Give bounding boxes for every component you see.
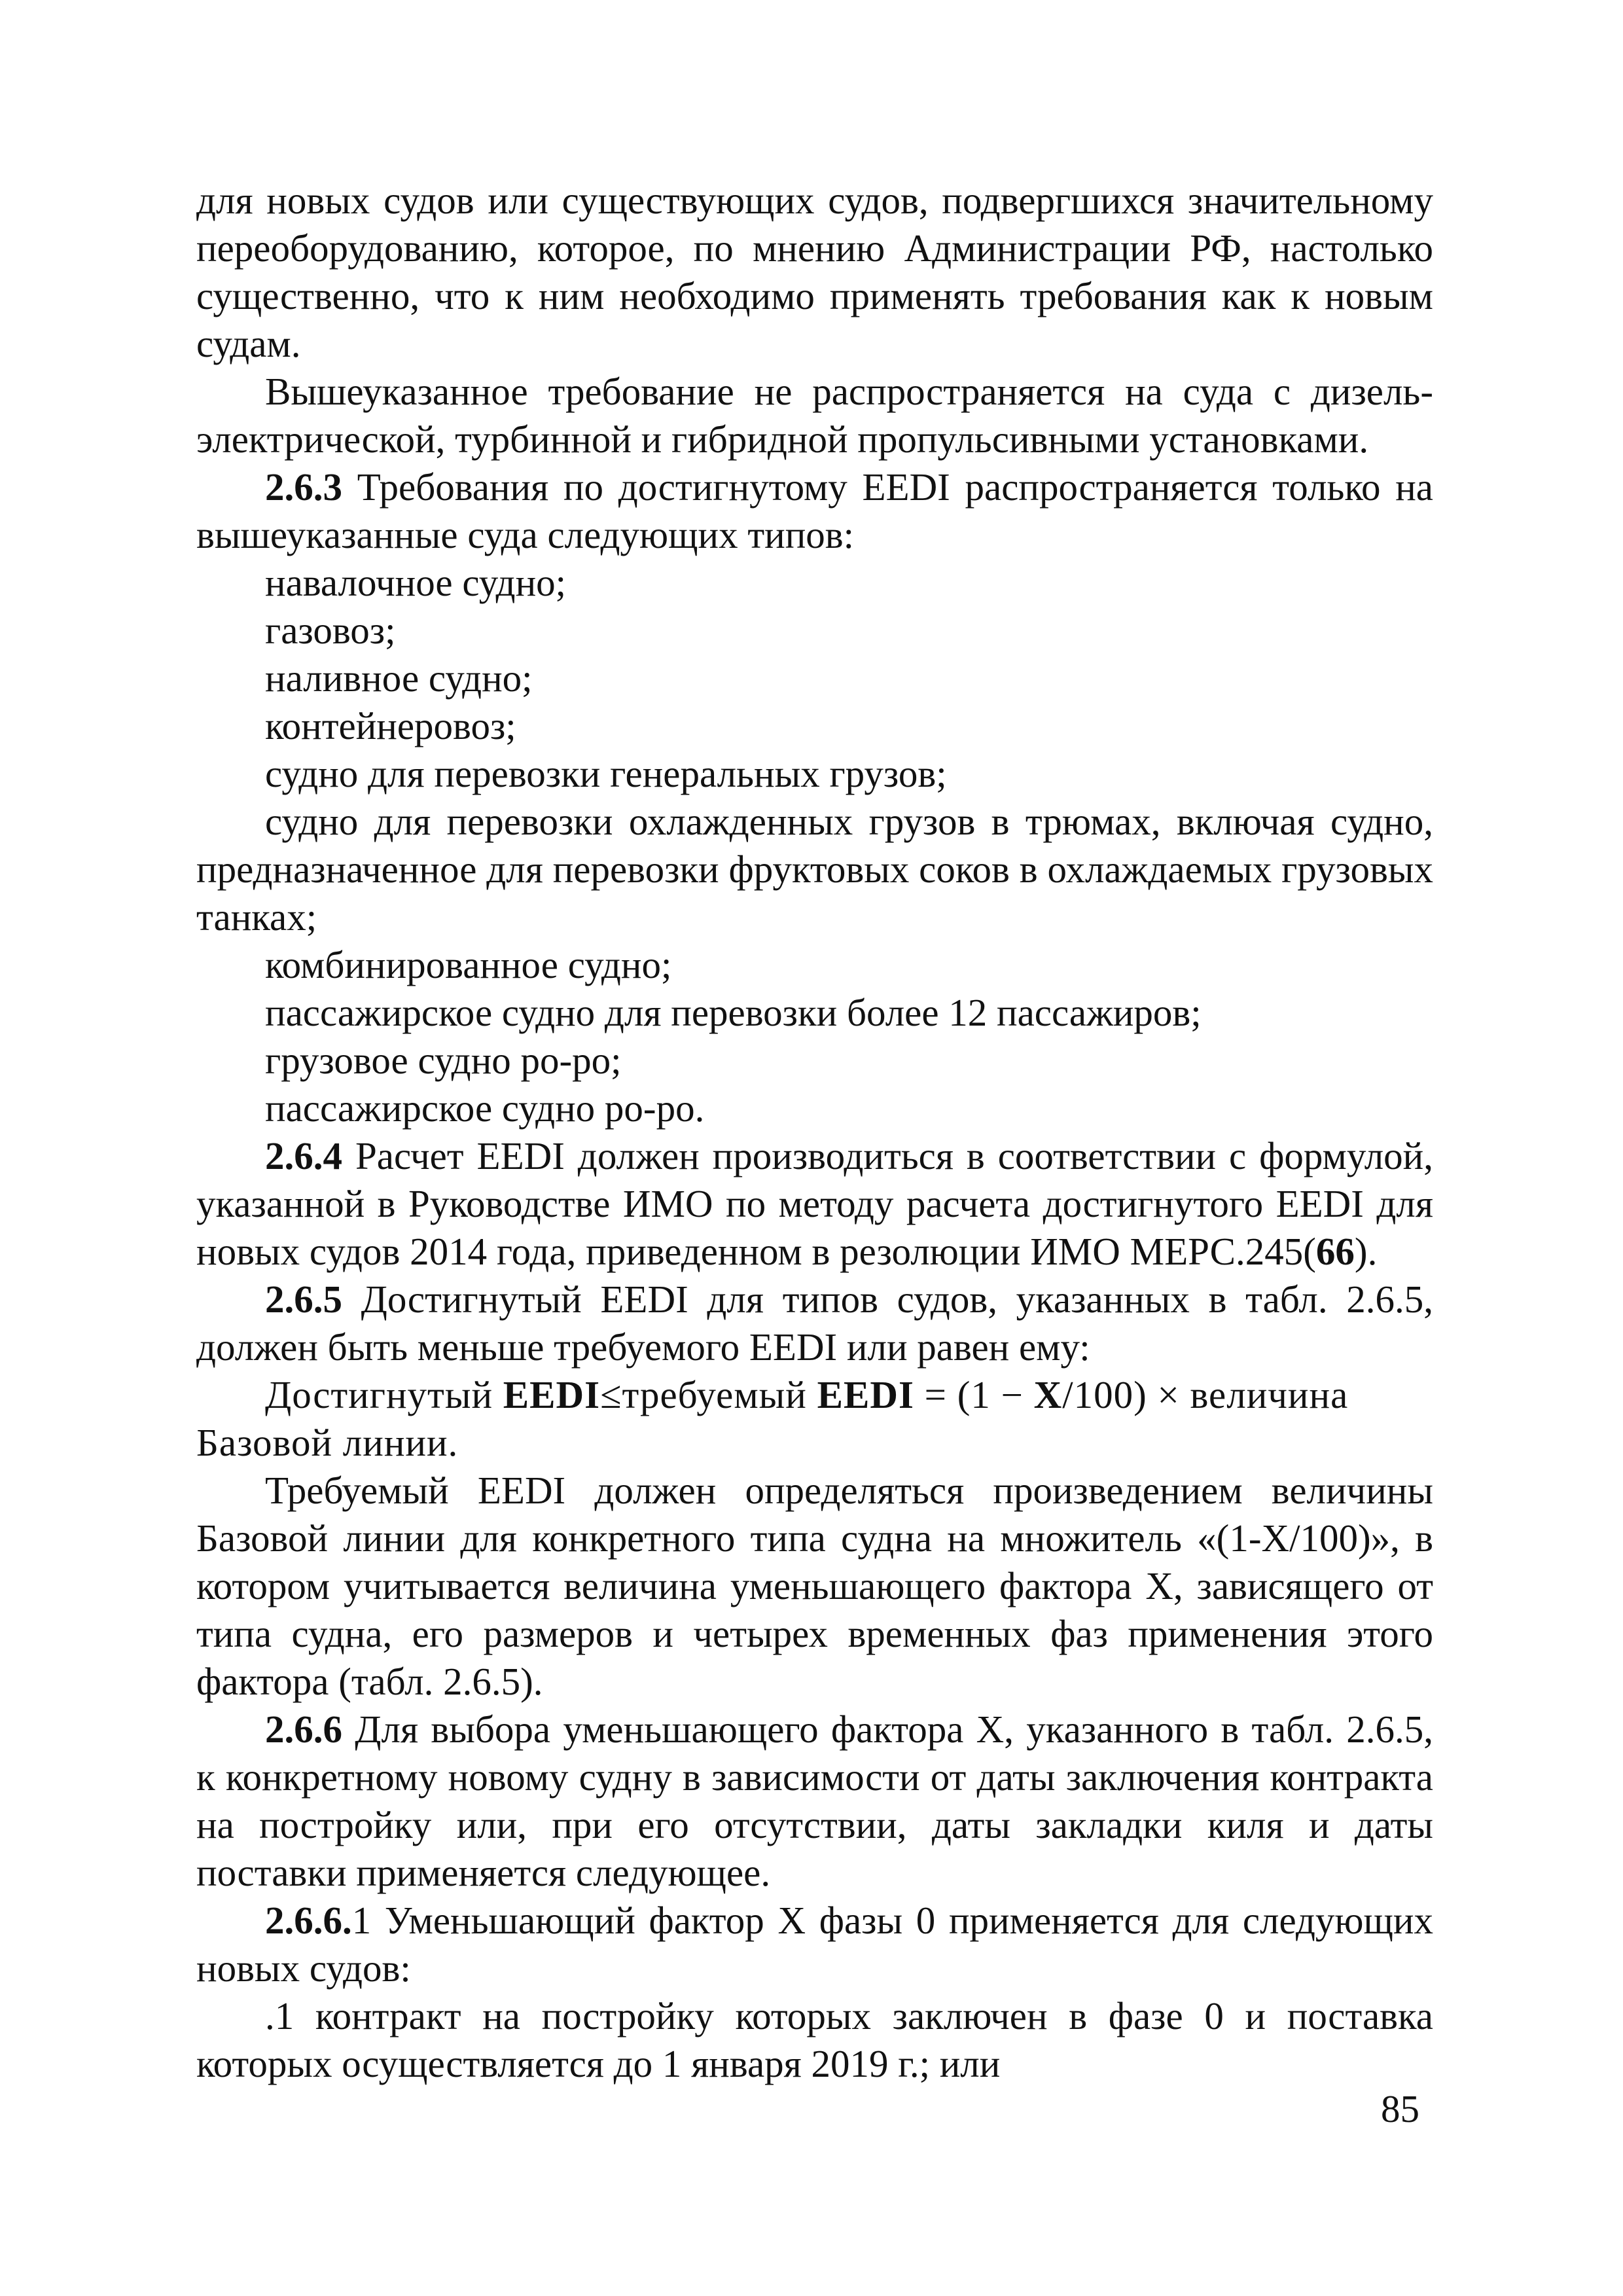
- ship-type-item: комбинированное судно;: [265, 943, 672, 986]
- formula-part: /100) × величина: [1062, 1373, 1349, 1416]
- paragraph-intro: для новых судов или существующих судов, подвергшихся значительному переоборудованию, которое, по мнению Администрации РФ, настолько существенно, что к ним необходимо применять требования как к новым судам.: [196, 179, 1433, 365]
- section-text: 1 Уменьшающий фактор X фазы 0 применяется для следующих новых судов:: [196, 1899, 1433, 1990]
- section-2-6-4: [196, 1132, 1433, 1276]
- resolution-session: 66: [1315, 1230, 1355, 1273]
- list-item-1: .1 контракт на постройку которых заключен в фазе 0 и поставка которых осуществляется до 1 января 2019 г.; или: [196, 1994, 1433, 2085]
- paragraph-exclusion: Вышеуказанное требование не распространяется на суда с дизель-электрической, турбинной и гибридной пропульсивными установками.: [196, 370, 1433, 461]
- formula-part: ≤требуемый: [600, 1373, 817, 1416]
- section-text-end: ).: [1354, 1230, 1378, 1273]
- section-number: 2.6.5: [265, 1278, 342, 1321]
- section-2-6-5: [196, 1276, 1433, 1371]
- document-page: [196, 177, 1433, 2088]
- section-number: 2.6.6: [265, 1708, 342, 1751]
- page-number: 85: [1381, 2087, 1419, 2130]
- section-text: Достигнутый EEDI для типов судов, указанных в табл. 2.6.5, должен быть меньше требуемого EEDI или равен ему:: [196, 1278, 1433, 1369]
- section-number: 2.6.4: [265, 1134, 342, 1177]
- ship-type-item: контейнеровоз;: [265, 704, 516, 747]
- formula-part: = (1 −: [914, 1373, 1034, 1416]
- section-2-6-3: [196, 463, 1433, 559]
- ship-type-item: газовоз;: [265, 609, 396, 652]
- paragraph-required-eedi: Требуемый EEDI должен определяться произведением величины Базовой линии для конкретного типа судна на множитель «(1-X/100)», в котором учитывается величина уменьшающего фактора X, зависящего от типа судна, его размеров и четырех временных фаз применения этого фактора (табл. 2.6.5).: [196, 1469, 1433, 1703]
- formula-part: Достигнутый: [265, 1373, 503, 1416]
- section-text: Требования по достигнутому EEDI распространяется только на вышеуказанные суда следующих типов:: [196, 465, 1433, 556]
- ship-type-item: грузовое судно ро-ро;: [265, 1039, 622, 1082]
- section-text: Расчет EEDI должен производиться в соответствии с формулой, указанной в Руководстве ИМО по методу расчета достигнутого EEDI для новых судов 2014 года, приведенном в резолюции ИМО МЕРС.245(: [196, 1134, 1433, 1273]
- section-2-6-6-1: [196, 1897, 1433, 1992]
- ship-type-item: судно для перевозки охлажденных грузов в трюмах, включая судно, предназначенное для перевозки фруктовых соков в охлаждаемых грузовых танках;: [196, 800, 1433, 939]
- section-number: 2.6.3: [265, 465, 342, 509]
- eedi-formula: [196, 1371, 1433, 1467]
- formula-part: Базовой линии.: [196, 1421, 459, 1464]
- ship-type-item: судно для перевозки генеральных грузов;: [265, 752, 947, 795]
- section-text: Для выбора уменьшающего фактора X, указанного в табл. 2.6.5, к конкретному новому судну в зависимости от даты заключения контракта на постройку или, при его отсутствии, даты закладки киля и даты поставки применяется следующее.: [196, 1708, 1433, 1894]
- ship-type-item: пассажирское судно ро-ро.: [265, 1086, 705, 1130]
- ship-type-item: пассажирское судно для перевозки более 12 пассажиров;: [265, 991, 1202, 1034]
- ship-type-item: наливное судно;: [265, 656, 533, 700]
- formula-eedi: EEDI: [503, 1373, 601, 1416]
- formula-eedi: EEDI: [817, 1373, 914, 1416]
- section-2-6-6: [196, 1706, 1433, 1897]
- section-number: 2.6.6.: [265, 1899, 352, 1942]
- formula-x: X: [1033, 1373, 1063, 1416]
- ship-type-item: навалочное судно;: [265, 561, 567, 604]
